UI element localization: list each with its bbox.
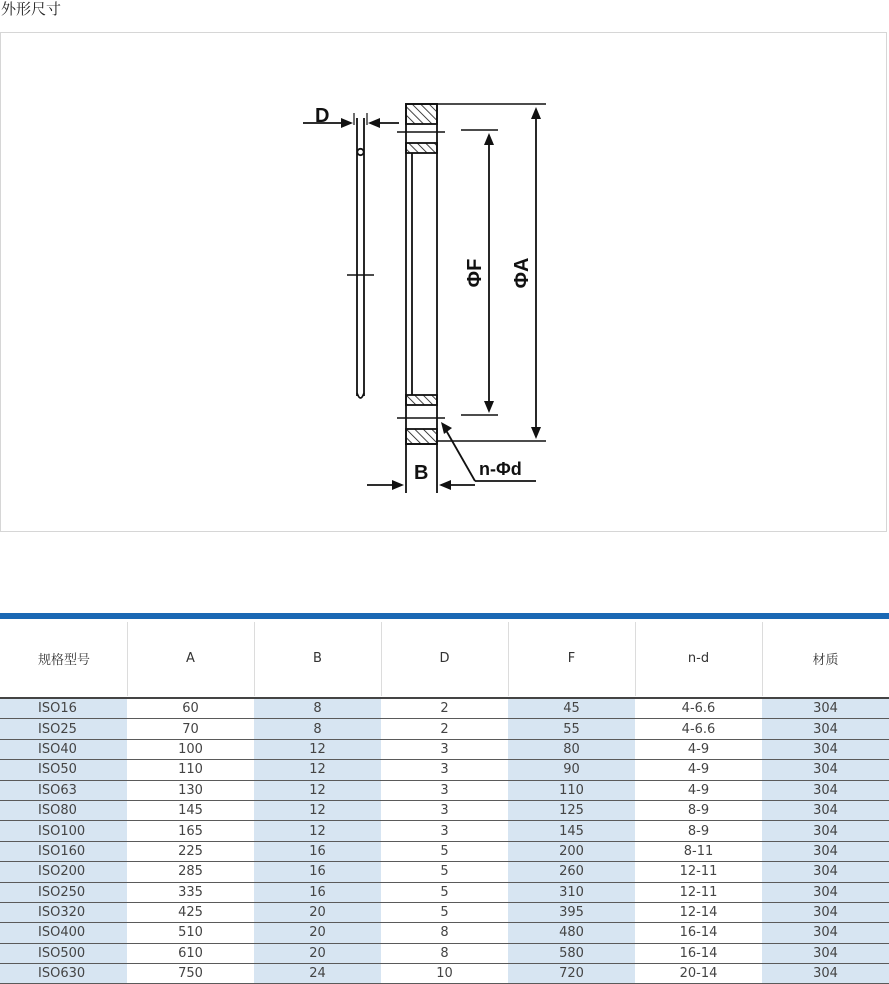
table-row: [0, 841, 889, 861]
cell-nd: 12-14: [635, 902, 762, 922]
cell-nd: 8-11: [635, 841, 762, 861]
page-title: 外形尺寸: [1, 0, 62, 18]
cell-model: ISO16: [0, 698, 127, 719]
cell-model: ISO500: [0, 943, 127, 963]
cell-model: ISO400: [0, 923, 127, 943]
cell-nd: 16-14: [635, 943, 762, 963]
cell-nd: 12-11: [635, 862, 762, 882]
cell-f: 580: [508, 943, 635, 963]
cell-a: 285: [127, 862, 254, 882]
cell-nd: 4-9: [635, 760, 762, 780]
header-material: 材质: [762, 619, 889, 698]
cell-nd: 8-9: [635, 800, 762, 820]
cell-d: 10: [381, 964, 508, 984]
cell-a: 100: [127, 739, 254, 759]
label-holes: n-Φd: [479, 459, 522, 479]
cell-f: 55: [508, 719, 635, 739]
cell-d: 8: [381, 943, 508, 963]
cell-nd: 4-9: [635, 739, 762, 759]
cell-a: 225: [127, 841, 254, 861]
cell-model: ISO25: [0, 719, 127, 739]
table-row: [0, 862, 889, 882]
flange-cross-section: [397, 104, 445, 493]
label-f: ΦF: [464, 258, 486, 288]
cell-f: 480: [508, 923, 635, 943]
table-row: [0, 760, 889, 780]
cell-material: 304: [762, 964, 889, 984]
cell-f: 200: [508, 841, 635, 861]
cell-nd: 4-6.6: [635, 698, 762, 719]
cell-f: 145: [508, 821, 635, 841]
cell-nd: 4-9: [635, 780, 762, 800]
cell-nd: 8-9: [635, 821, 762, 841]
table-row: [0, 964, 889, 984]
cell-f: 395: [508, 902, 635, 922]
cell-a: 110: [127, 760, 254, 780]
cell-model: ISO250: [0, 882, 127, 902]
drawing-panel: [0, 32, 887, 532]
table-row: [0, 923, 889, 943]
cell-d: 8: [381, 923, 508, 943]
cell-model: ISO160: [0, 841, 127, 861]
cell-material: 304: [762, 923, 889, 943]
label-b: B: [414, 462, 429, 484]
cell-d: 5: [381, 882, 508, 902]
seal-ring-side-view: [303, 113, 399, 398]
cell-material: 304: [762, 739, 889, 759]
cell-b: 24: [254, 964, 381, 984]
cell-material: 304: [762, 902, 889, 922]
cell-d: 5: [381, 902, 508, 922]
header-d: D: [381, 619, 508, 698]
cell-a: 610: [127, 943, 254, 963]
cell-b: 12: [254, 760, 381, 780]
cell-a: 510: [127, 923, 254, 943]
spec-table-section: [0, 613, 889, 984]
cell-b: 12: [254, 739, 381, 759]
cell-d: 3: [381, 800, 508, 820]
cell-material: 304: [762, 882, 889, 902]
cell-b: 8: [254, 719, 381, 739]
cell-b: 20: [254, 902, 381, 922]
label-a: ΦA: [511, 257, 533, 289]
cell-material: 304: [762, 862, 889, 882]
cell-b: 16: [254, 882, 381, 902]
cell-d: 5: [381, 862, 508, 882]
cell-f: 90: [508, 760, 635, 780]
header-model: 规格型号: [0, 619, 127, 698]
cell-b: 8: [254, 698, 381, 719]
cell-d: 3: [381, 739, 508, 759]
cell-model: ISO100: [0, 821, 127, 841]
table-row: [0, 821, 889, 841]
label-d: D: [315, 105, 330, 127]
cell-b: 16: [254, 862, 381, 882]
header-b: B: [254, 619, 381, 698]
cell-model: ISO63: [0, 780, 127, 800]
cell-d: 3: [381, 760, 508, 780]
cell-model: ISO50: [0, 760, 127, 780]
table-row: [0, 780, 889, 800]
cell-f: 720: [508, 964, 635, 984]
cell-model: ISO40: [0, 739, 127, 759]
cell-material: 304: [762, 800, 889, 820]
cell-model: ISO200: [0, 862, 127, 882]
cell-d: 2: [381, 719, 508, 739]
cell-f: 45: [508, 698, 635, 719]
cell-nd: 4-6.6: [635, 719, 762, 739]
cell-d: 3: [381, 821, 508, 841]
cell-nd: 16-14: [635, 923, 762, 943]
spec-table: [0, 619, 889, 984]
table-row: [0, 943, 889, 963]
table-row: [0, 882, 889, 902]
cell-a: 335: [127, 882, 254, 902]
cell-d: 5: [381, 841, 508, 861]
header-f: F: [508, 619, 635, 698]
cell-d: 3: [381, 780, 508, 800]
table-row: [0, 698, 889, 719]
cell-a: 165: [127, 821, 254, 841]
cell-f: 110: [508, 780, 635, 800]
cell-material: 304: [762, 719, 889, 739]
cell-b: 16: [254, 841, 381, 861]
header-nd: n-d: [635, 619, 762, 698]
table-row: [0, 902, 889, 922]
table-row: [0, 719, 889, 739]
cell-a: 750: [127, 964, 254, 984]
cell-material: 304: [762, 821, 889, 841]
cell-a: 130: [127, 780, 254, 800]
cell-f: 125: [508, 800, 635, 820]
cell-material: 304: [762, 943, 889, 963]
cell-b: 12: [254, 800, 381, 820]
cell-a: 425: [127, 902, 254, 922]
cell-b: 12: [254, 821, 381, 841]
cell-a: 70: [127, 719, 254, 739]
technical-drawing: [1, 33, 888, 533]
cell-f: 80: [508, 739, 635, 759]
cell-b: 20: [254, 943, 381, 963]
cell-a: 60: [127, 698, 254, 719]
table-row: [0, 739, 889, 759]
cell-b: 12: [254, 780, 381, 800]
cell-material: 304: [762, 841, 889, 861]
header-a: A: [127, 619, 254, 698]
cell-d: 2: [381, 698, 508, 719]
cell-b: 20: [254, 923, 381, 943]
cell-nd: 20-14: [635, 964, 762, 984]
cell-nd: 12-11: [635, 882, 762, 902]
cell-a: 145: [127, 800, 254, 820]
cell-material: 304: [762, 760, 889, 780]
table-row: [0, 800, 889, 820]
cell-f: 310: [508, 882, 635, 902]
cell-model: ISO630: [0, 964, 127, 984]
table-body: [0, 698, 889, 984]
cell-material: 304: [762, 698, 889, 719]
cell-f: 260: [508, 862, 635, 882]
cell-material: 304: [762, 780, 889, 800]
cell-model: ISO80: [0, 800, 127, 820]
cell-model: ISO320: [0, 902, 127, 922]
table-header-row: [0, 619, 889, 698]
